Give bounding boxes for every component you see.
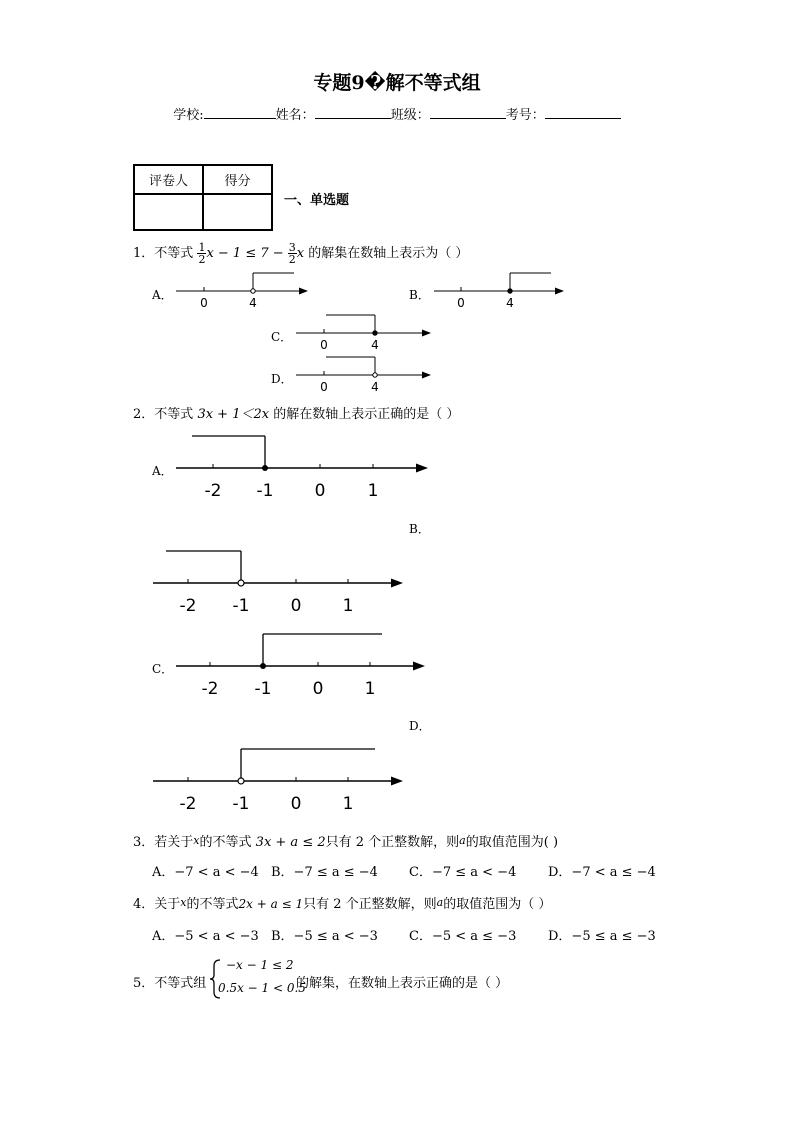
question-5-intro bbox=[133, 972, 206, 991]
question-text: 的不等式 bbox=[199, 835, 252, 850]
question-5-suffix: 的解集，在数轴上表示正确的是（ ） bbox=[296, 976, 509, 991]
name-label: 姓名： bbox=[275, 108, 315, 123]
question-1 bbox=[133, 242, 468, 265]
math-var: x bbox=[193, 834, 200, 847]
question-text: 的取值范围为（ ） bbox=[443, 897, 552, 912]
q3-option-a[interactable]: A．−7 < a < −4 bbox=[152, 865, 259, 880]
math-var: a bbox=[459, 834, 466, 847]
q4-option-b[interactable]: B．−5 ≤ a < −3 bbox=[271, 929, 378, 944]
question-2 bbox=[133, 403, 459, 422]
tick-label: 0 bbox=[320, 338, 328, 352]
tick-label: -1 bbox=[254, 679, 272, 699]
question-text: 若关于 bbox=[154, 835, 194, 850]
tick-label: -1 bbox=[232, 596, 250, 616]
q2-option-a-label[interactable]: A． bbox=[152, 464, 173, 478]
q2-option-c-label[interactable]: C． bbox=[152, 662, 174, 676]
q1-option-a-number-line bbox=[170, 268, 315, 314]
q3-option-c[interactable]: C．−7 ≤ a < −4 bbox=[409, 865, 517, 880]
math-expr: x − 1 ≤ 7 − bbox=[206, 246, 284, 261]
class-label: 班级： bbox=[390, 108, 430, 123]
question-text: 关于 bbox=[154, 897, 181, 912]
tick-label: 0 bbox=[290, 794, 302, 814]
score-table bbox=[133, 164, 273, 231]
question-number: 1． bbox=[133, 246, 155, 261]
class-blank[interactable] bbox=[430, 106, 506, 119]
tick-label: 0 bbox=[314, 481, 326, 501]
section-title: 一、单选题 bbox=[284, 193, 350, 208]
tick-label: 0 bbox=[320, 380, 328, 394]
question-number: 3． bbox=[133, 835, 155, 850]
grader-header: 评卷人 bbox=[134, 165, 203, 194]
tick-label: 1 bbox=[364, 679, 376, 699]
score-header: 得分 bbox=[203, 165, 272, 194]
page-title: 专题9�解不等式组 bbox=[313, 72, 481, 94]
question-text: 的解在数轴上表示正确的是（ ） bbox=[273, 407, 460, 422]
school-blank[interactable] bbox=[204, 106, 276, 119]
q3-option-d[interactable]: D．−7 < a ≤ −4 bbox=[548, 865, 656, 880]
q4-option-c[interactable]: C．−5 < a ≤ −3 bbox=[409, 929, 517, 944]
fraction-2: $\frac{3}{2}$ bbox=[288, 241, 296, 266]
q1-option-c-label[interactable]: C． bbox=[271, 330, 293, 344]
question-text: 只有 2 个正整数解，则 bbox=[325, 835, 460, 850]
math-expr: 3x + a ≤ 2 bbox=[255, 835, 326, 850]
question-text: 不等式组 bbox=[154, 976, 207, 991]
q1-option-a-label[interactable]: A． bbox=[152, 288, 173, 302]
tick-label: 0 bbox=[290, 596, 302, 616]
q2-option-b-label[interactable]: B． bbox=[409, 522, 430, 536]
question-4 bbox=[133, 893, 551, 912]
math-expr: 3x + 1＜2x bbox=[197, 407, 270, 422]
q4-option-d[interactable]: D．−5 ≤ a ≤ −3 bbox=[548, 929, 656, 944]
q2-option-d-label[interactable]: D． bbox=[409, 719, 431, 733]
math-expr: x bbox=[296, 246, 305, 261]
fraction-1: $\frac{1}{2}$ bbox=[198, 241, 206, 266]
question-3 bbox=[133, 831, 558, 850]
q2-option-c-number-line bbox=[170, 628, 435, 700]
question-text: 的解集在数轴上表示为（ ） bbox=[308, 246, 469, 261]
question-text: 不等式 bbox=[154, 407, 194, 422]
question-text: 的取值范围为( ) bbox=[465, 835, 559, 850]
tick-label: -2 bbox=[201, 679, 219, 699]
exam-no-blank[interactable] bbox=[545, 106, 621, 119]
tick-label: 4 bbox=[371, 380, 379, 394]
q4-option-a[interactable]: A．−5 < a < −3 bbox=[152, 929, 259, 944]
tick-label: 1 bbox=[342, 596, 354, 616]
tick-label: 0 bbox=[200, 296, 208, 310]
q2-option-a-number-line bbox=[170, 430, 435, 502]
tick-label: 4 bbox=[506, 296, 514, 310]
name-blank[interactable] bbox=[315, 106, 391, 119]
score-cell[interactable] bbox=[203, 194, 272, 230]
tick-label: -2 bbox=[204, 481, 222, 501]
tick-label: -1 bbox=[232, 794, 250, 814]
tick-label: -2 bbox=[179, 794, 197, 814]
question-number: 4． bbox=[133, 897, 155, 912]
question-text: 不等式 bbox=[154, 246, 194, 261]
question-text: 只有 2 个正整数解，则 bbox=[303, 897, 437, 912]
q3-option-b[interactable]: B．−7 ≤ a ≤ −4 bbox=[271, 865, 378, 880]
tick-label: -1 bbox=[256, 481, 274, 501]
math-expr: 2x + a ≤ 1 bbox=[238, 897, 304, 911]
q1-option-c-number-line bbox=[290, 310, 435, 356]
student-info-line bbox=[0, 104, 794, 123]
tick-label: 4 bbox=[249, 296, 257, 310]
math-var: x bbox=[180, 896, 187, 909]
question-number: 5． bbox=[133, 976, 155, 991]
q1-option-b-number-line bbox=[428, 268, 573, 314]
tick-label: 0 bbox=[457, 296, 465, 310]
tick-label: -2 bbox=[179, 596, 197, 616]
grader-cell[interactable] bbox=[134, 194, 203, 230]
q2-option-b-number-line bbox=[148, 545, 413, 617]
math-var: a bbox=[436, 896, 444, 909]
school-label: 学校: bbox=[173, 108, 204, 123]
system-line-2: 0.5x − 1 < 0.5 bbox=[218, 981, 306, 995]
tick-label: 4 bbox=[371, 338, 379, 352]
tick-label: 0 bbox=[312, 679, 324, 699]
q1-option-d-label[interactable]: D． bbox=[271, 372, 293, 386]
q2-option-d-number-line bbox=[148, 743, 413, 815]
q1-option-b-label[interactable]: B． bbox=[409, 288, 430, 302]
system-line-1: −x − 1 ≤ 2 bbox=[226, 958, 294, 972]
question-number: 2． bbox=[133, 407, 155, 422]
q1-option-d-number-line bbox=[290, 352, 435, 398]
tick-label: 1 bbox=[342, 794, 354, 814]
exam-no-label: 考号： bbox=[505, 108, 545, 123]
question-text: 的不等式 bbox=[186, 897, 239, 912]
tick-label: 1 bbox=[367, 481, 379, 501]
